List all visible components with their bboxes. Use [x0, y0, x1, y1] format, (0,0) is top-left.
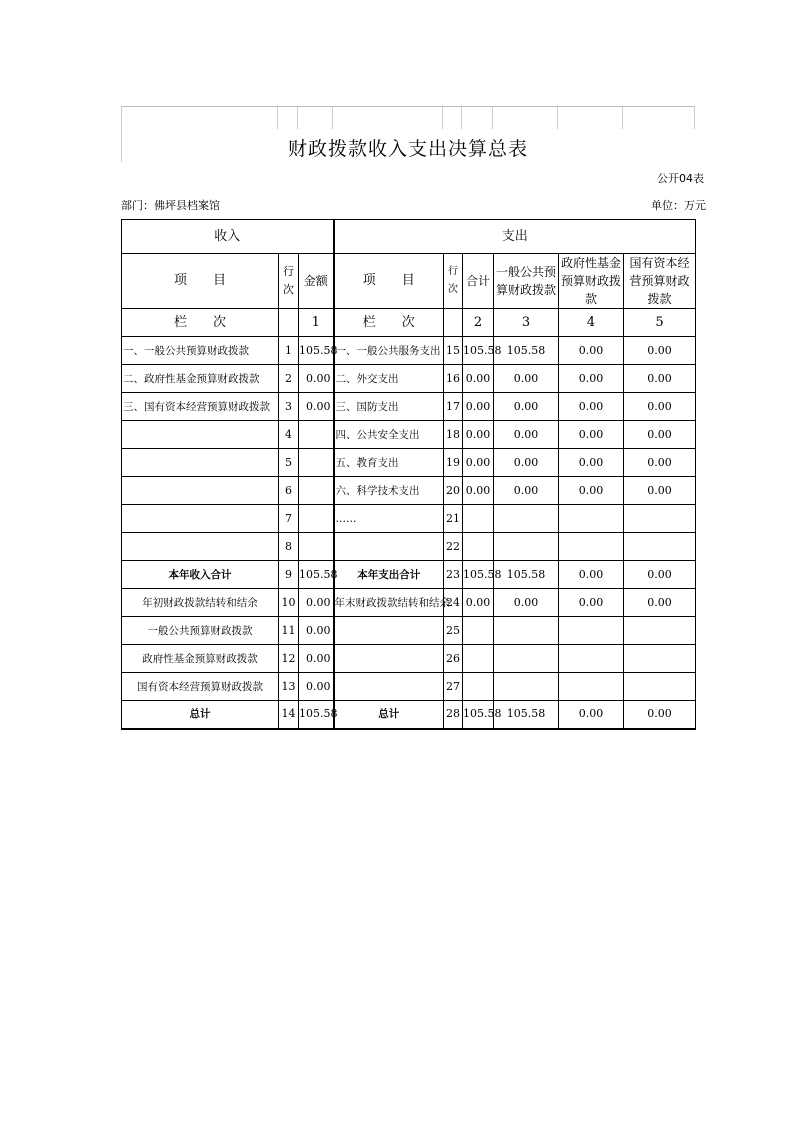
general-budget-cell: 0.00 [494, 449, 559, 477]
income-amount-cell [299, 533, 334, 561]
income-row-no-cell: 2 [279, 365, 299, 393]
column-label: 栏 次 [334, 309, 444, 337]
income-amount-cell: 0.00 [299, 589, 334, 617]
general-budget-cell: 0.00 [494, 421, 559, 449]
gov-fund-cell: 0.00 [559, 449, 624, 477]
total-cell [463, 505, 494, 533]
gov-fund-cell: 0.00 [559, 421, 624, 449]
expense-item-cell [334, 533, 444, 561]
header-row-group [122, 220, 696, 254]
page-title: 财政拨款收入支出决算总表 [287, 138, 528, 160]
gov-fund-cell [559, 673, 624, 701]
header-row-columns [122, 254, 696, 309]
table-row [122, 673, 696, 701]
table-row [122, 645, 696, 673]
expense-item-cell [334, 617, 444, 645]
general-budget-cell [494, 505, 559, 533]
gov-fund-cell [559, 645, 624, 673]
general-budget-cell [494, 617, 559, 645]
income-item-cell: 国有资本经营预算财政拨款 [122, 673, 279, 701]
sheet-grid-top [121, 106, 695, 129]
state-capital-cell: 0.00 [624, 449, 696, 477]
expense-item-cell: 五、教育支出 [334, 449, 444, 477]
income-row-no-cell: 13 [279, 673, 299, 701]
expense-item-cell [334, 645, 444, 673]
income-amount-cell: 0.00 [299, 673, 334, 701]
col-index-4: 4 [559, 309, 624, 337]
expense-row-no-cell: 21 [444, 505, 463, 533]
state-capital-cell: 0.00 [624, 365, 696, 393]
expense-header: 支出 [334, 220, 696, 254]
gov-fund-header: 政府性基金预算财政拨款 [559, 254, 624, 309]
income-amount-cell: 105.58 [299, 561, 334, 589]
state-capital-cell: 0.00 [624, 561, 696, 589]
total-cell: 0.00 [463, 421, 494, 449]
income-row-no-cell: 3 [279, 393, 299, 421]
income-item-cell: 一、一般公共预算财政拨款 [122, 337, 279, 365]
income-item-cell [122, 449, 279, 477]
income-amount-cell: 0.00 [299, 645, 334, 673]
gov-fund-cell: 0.00 [559, 337, 624, 365]
table-row [122, 505, 696, 533]
total-cell [463, 673, 494, 701]
income-item-cell [122, 477, 279, 505]
general-budget-cell [494, 645, 559, 673]
blank-cell [279, 309, 299, 337]
income-item-cell [122, 421, 279, 449]
total-cell [463, 533, 494, 561]
expense-row-no-cell: 22 [444, 533, 463, 561]
gov-fund-cell [559, 505, 624, 533]
gov-fund-cell: 0.00 [559, 477, 624, 505]
table-row [122, 337, 696, 365]
blank-cell [444, 309, 463, 337]
general-budget-cell: 0.00 [494, 589, 559, 617]
general-budget-cell: 105.58 [494, 701, 559, 729]
income-row-no-cell: 14 [279, 701, 299, 729]
expense-item-cell: 三、国防支出 [334, 393, 444, 421]
income-amount-cell [299, 421, 334, 449]
income-header: 收入 [122, 220, 334, 254]
state-capital-cell [624, 505, 696, 533]
total-header: 合计 [463, 254, 494, 309]
general-budget-header: 一般公共预算财政拨款 [494, 254, 559, 309]
income-row-no-cell: 9 [279, 561, 299, 589]
expense-item-cell: 一、一般公共服务支出 [334, 337, 444, 365]
gov-fund-cell: 0.00 [559, 561, 624, 589]
expense-row-no-cell: 18 [444, 421, 463, 449]
table-row [122, 617, 696, 645]
column-label: 栏 次 [122, 309, 279, 337]
income-item-cell: 年初财政拨款结转和结余 [122, 589, 279, 617]
total-cell: 105.58 [463, 561, 494, 589]
income-row-no-cell: 7 [279, 505, 299, 533]
income-row-no-cell: 10 [279, 589, 299, 617]
income-row-no-cell: 11 [279, 617, 299, 645]
income-amount-cell: 0.00 [299, 393, 334, 421]
expense-row-no-cell: 20 [444, 477, 463, 505]
income-row-no-cell: 1 [279, 337, 299, 365]
expense-item-cell: 六、科学技术支出 [334, 477, 444, 505]
total-cell: 0.00 [463, 477, 494, 505]
state-capital-cell: 0.00 [624, 589, 696, 617]
income-amount-cell: 0.00 [299, 617, 334, 645]
total-cell: 0.00 [463, 449, 494, 477]
gov-fund-cell: 0.00 [559, 365, 624, 393]
state-capital-cell: 0.00 [624, 337, 696, 365]
income-row-no-cell: 8 [279, 533, 299, 561]
table-row [122, 561, 696, 589]
income-item-cell: 总计 [122, 701, 279, 729]
income-amount-cell: 105.58 [299, 701, 334, 729]
income-row-no-header: 行次 [279, 254, 299, 309]
expense-row-no-cell: 19 [444, 449, 463, 477]
gov-fund-cell: 0.00 [559, 393, 624, 421]
income-amount-header: 金额 [299, 254, 334, 309]
state-capital-cell: 0.00 [624, 701, 696, 729]
expense-row-no-cell: 16 [444, 365, 463, 393]
table-row [122, 589, 696, 617]
income-item-cell: 本年收入合计 [122, 561, 279, 589]
general-budget-cell: 105.58 [494, 337, 559, 365]
state-capital-cell: 0.00 [624, 477, 696, 505]
expense-item-cell [334, 673, 444, 701]
form-code: 公开04表 [657, 172, 704, 185]
expense-row-no-cell: 27 [444, 673, 463, 701]
total-cell: 0.00 [463, 365, 494, 393]
income-item-cell: 一般公共预算财政拨款 [122, 617, 279, 645]
gov-fund-cell: 0.00 [559, 701, 624, 729]
budget-table [121, 219, 696, 730]
income-row-no-cell: 12 [279, 645, 299, 673]
state-capital-cell [624, 645, 696, 673]
income-amount-cell: 105.58 [299, 337, 334, 365]
table-row [122, 701, 696, 729]
general-budget-cell: 0.00 [494, 393, 559, 421]
expense-row-no-cell: 15 [444, 337, 463, 365]
income-row-no-cell: 6 [279, 477, 299, 505]
general-budget-cell: 105.58 [494, 561, 559, 589]
expense-item-cell: …… [334, 505, 444, 533]
general-budget-cell: 0.00 [494, 365, 559, 393]
unit-label: 单位：万元 [651, 199, 706, 212]
income-item-cell: 三、国有资本经营预算财政拨款 [122, 393, 279, 421]
gov-fund-cell: 0.00 [559, 589, 624, 617]
col-index-2: 2 [463, 309, 494, 337]
table-row [122, 393, 696, 421]
col-index-5: 5 [624, 309, 696, 337]
expense-row-no-cell: 23 [444, 561, 463, 589]
income-item-cell: 政府性基金预算财政拨款 [122, 645, 279, 673]
col-index-1: 1 [299, 309, 334, 337]
column-index-row [122, 309, 696, 337]
income-item-header: 项 目 [122, 254, 279, 309]
gov-fund-cell [559, 533, 624, 561]
income-amount-cell [299, 477, 334, 505]
general-budget-cell [494, 673, 559, 701]
income-item-cell: 二、政府性基金预算财政拨款 [122, 365, 279, 393]
income-row-no-cell: 4 [279, 421, 299, 449]
expense-row-no-header: 行次 [444, 254, 463, 309]
gov-fund-cell [559, 617, 624, 645]
expense-row-no-cell: 28 [444, 701, 463, 729]
total-cell [463, 645, 494, 673]
department-label: 部门：佛坪县档案馆 [121, 199, 220, 212]
total-cell: 0.00 [463, 589, 494, 617]
income-row-no-cell: 5 [279, 449, 299, 477]
general-budget-cell: 0.00 [494, 477, 559, 505]
total-cell: 0.00 [463, 393, 494, 421]
table-row [122, 449, 696, 477]
total-cell [463, 617, 494, 645]
income-item-cell [122, 505, 279, 533]
general-budget-cell [494, 533, 559, 561]
state-capital-cell [624, 533, 696, 561]
table-row [122, 533, 696, 561]
table-row [122, 421, 696, 449]
expense-row-no-cell: 26 [444, 645, 463, 673]
income-amount-cell: 0.00 [299, 365, 334, 393]
total-cell: 105.58 [463, 701, 494, 729]
expense-row-no-cell: 17 [444, 393, 463, 421]
total-cell: 105.58 [463, 337, 494, 365]
expense-item-header: 项 目 [334, 254, 444, 309]
state-capital-cell [624, 617, 696, 645]
expense-item-cell: 年末财政拨款结转和结余 [334, 589, 444, 617]
expense-row-no-cell: 25 [444, 617, 463, 645]
income-amount-cell [299, 449, 334, 477]
expense-item-cell: 总计 [334, 701, 444, 729]
table-row [122, 477, 696, 505]
expense-item-cell: 本年支出合计 [334, 561, 444, 589]
income-amount-cell [299, 505, 334, 533]
expense-item-cell: 四、公共安全支出 [334, 421, 444, 449]
state-capital-cell [624, 673, 696, 701]
state-capital-header: 国有资本经营预算财政拨款 [624, 254, 696, 309]
income-item-cell [122, 533, 279, 561]
state-capital-cell: 0.00 [624, 393, 696, 421]
state-capital-cell: 0.00 [624, 421, 696, 449]
table-row [122, 365, 696, 393]
expense-row-no-cell: 24 [444, 589, 463, 617]
col-index-3: 3 [494, 309, 559, 337]
expense-item-cell: 二、外交支出 [334, 365, 444, 393]
